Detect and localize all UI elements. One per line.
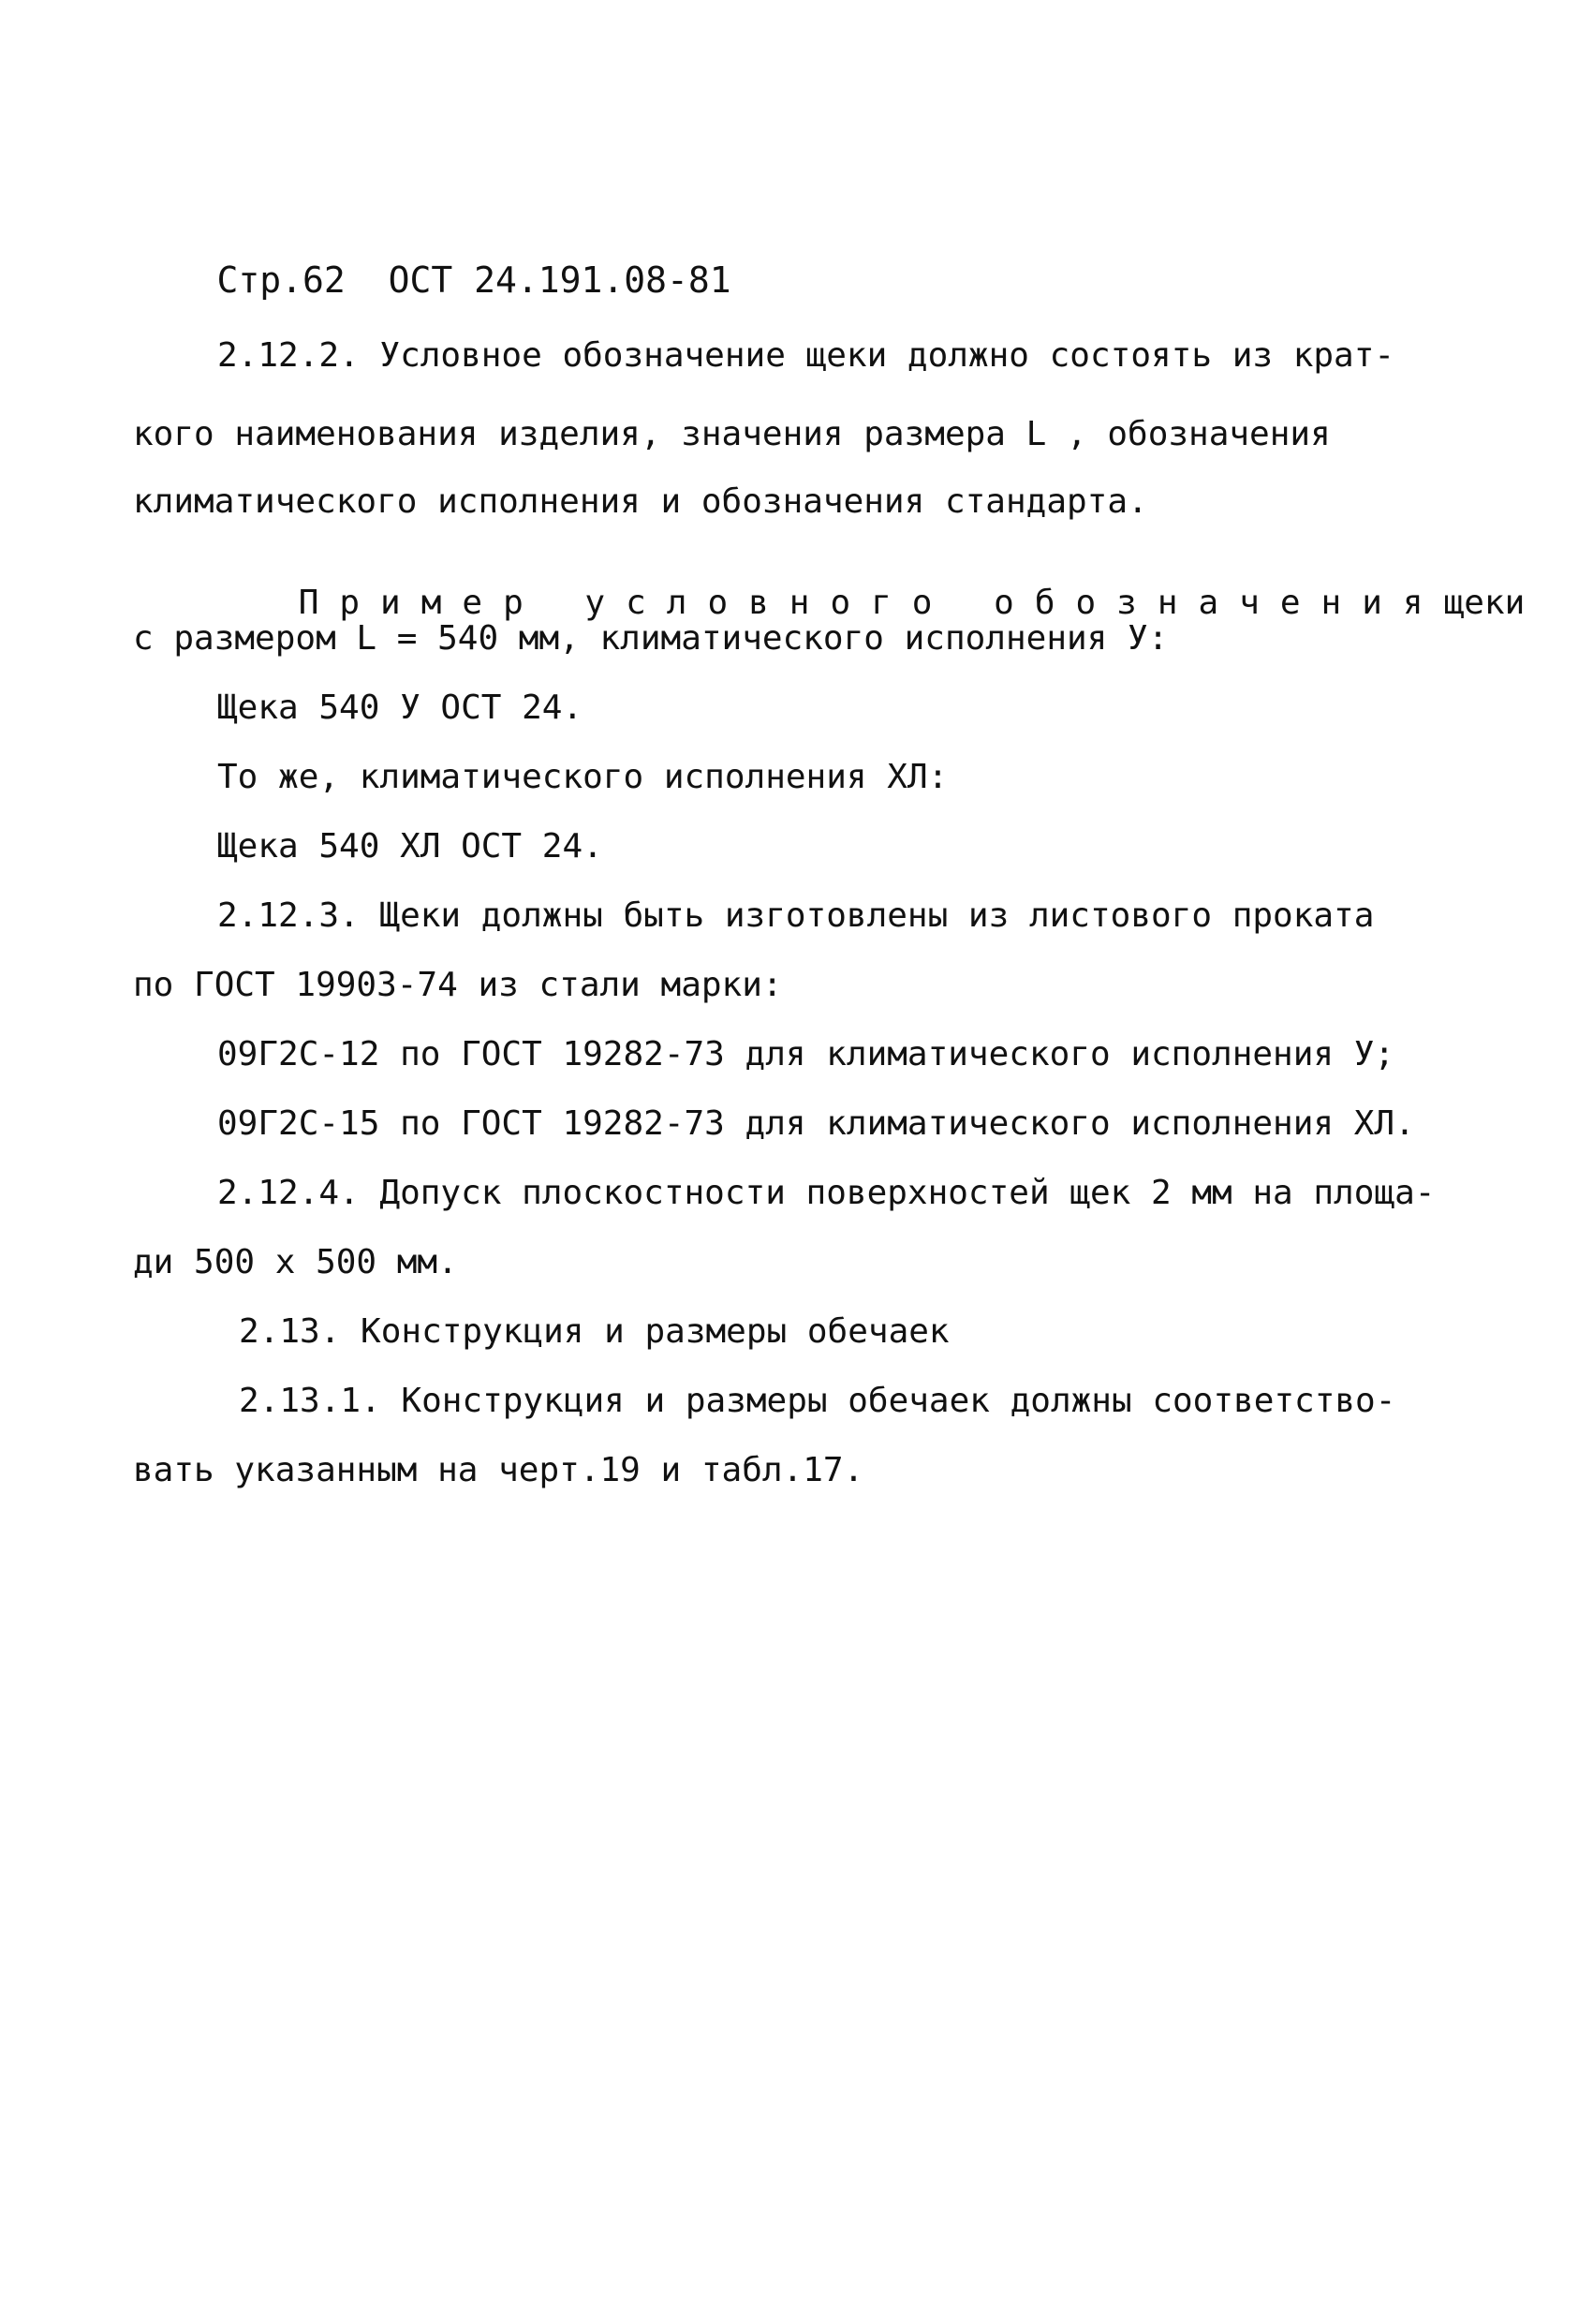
example-size-line: с размером L = 540 мм, климатического исполнения У: [133, 619, 1169, 658]
paragraph-2-13-1-line-1: 2.13.1. Конструкция и размеры обечаек должны соответство- [239, 1382, 1396, 1420]
example-same-hl: То же, климатического исполнения ХЛ: [217, 758, 949, 796]
steel-grade-hl: 09Г2С-15 по ГОСТ 19282-73 для климатического исполнения ХЛ. [217, 1104, 1415, 1143]
paragraph-2-12-3-line-1: 2.12.3. Щеки должны быть изготовлены из листового проката [217, 896, 1375, 935]
example-heading-tail: щеки [1443, 584, 1526, 622]
page-header [131, 227, 731, 333]
paragraph-2-12-2-line-3: климатического исполнения и обозначения стандарта. [133, 482, 1148, 521]
paragraph-2-12-4-line-2: ди 500 х 500 мм. [133, 1243, 458, 1281]
example-code-hl: Щека 540 ХЛ ОСТ 24. [217, 827, 603, 866]
paragraph-2-12-3-line-2: по ГОСТ 19903-74 из стали марки: [133, 966, 783, 1004]
paragraph-2-12-4-line-1: 2.12.4. Допуск плоскостности поверхностей щек 2 мм на площа- [217, 1174, 1436, 1212]
example-code-u: Щека 540 У ОСТ 24. [217, 688, 583, 727]
page-number: Стр.62 [216, 259, 346, 301]
paragraph-2-12-2-line-1: 2.12.2. Условное обозначение щеки должно состоять из крат- [217, 336, 1395, 375]
section-2-13-heading: 2.13. Конструкция и размеры обечаек [239, 1312, 950, 1351]
example-heading-spaced: Пример условного обозначения [298, 584, 1444, 622]
paragraph-2-12-2-line-2: кого наименования изделия, значения размера L , обозначения [133, 415, 1331, 453]
steel-grade-u: 09Г2С-12 по ГОСТ 19282-73 для климатического исполнения У; [217, 1035, 1395, 1073]
paragraph-2-13-1-line-2: вать указанным на черт.19 и табл.17. [133, 1451, 864, 1489]
standard-designation: ОСТ 24.191.08-81 [388, 259, 731, 301]
